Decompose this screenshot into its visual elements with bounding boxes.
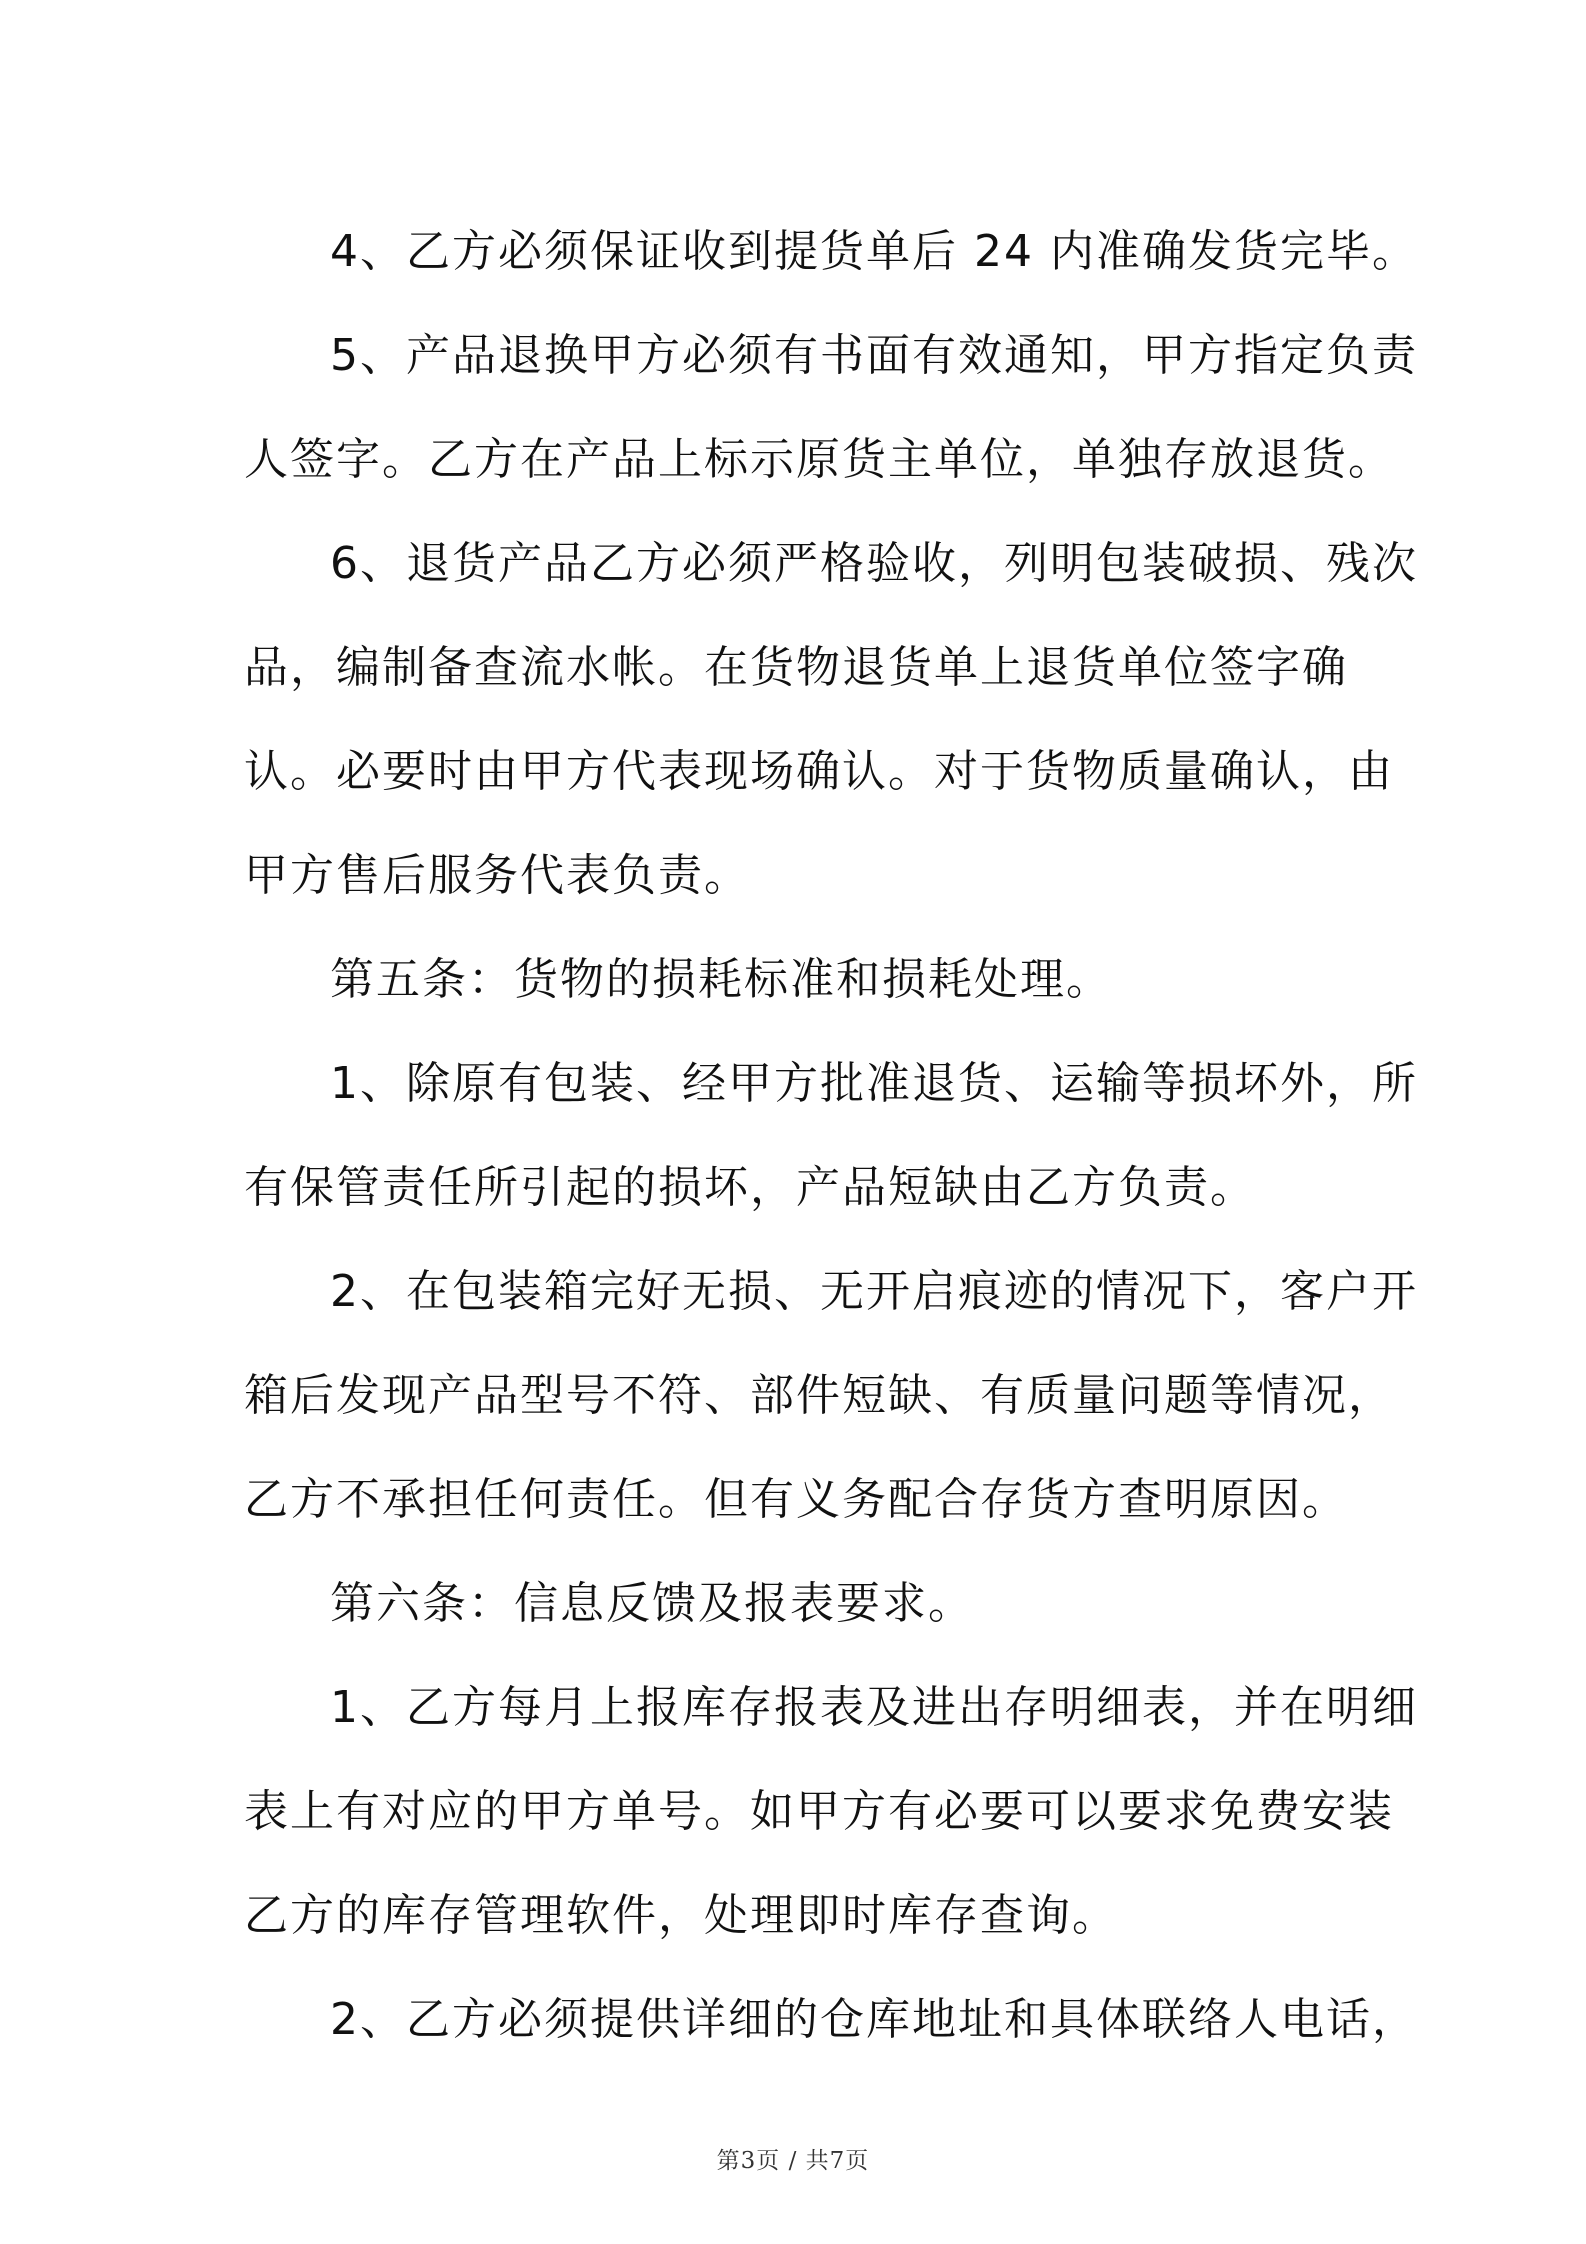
text-line: 1、乙方每月上报库存报表及进出存明细表，并在明细	[330, 1682, 1418, 1733]
text-line: 4、乙方必须保证收到提货单后 24 内准确发货完毕。	[330, 226, 1418, 277]
text-line: 箱后发现产品型号不符、部件短缺、有质量问题等情况，	[244, 1370, 1394, 1421]
text-line: 5、产品退换甲方必须有书面有效通知，甲方指定负责	[330, 330, 1418, 381]
text-line: 有保管责任所引起的损坏，产品短缺由乙方负责。	[244, 1162, 1256, 1213]
text-line: 表上有对应的甲方单号。如甲方有必要可以要求免费安装	[244, 1786, 1394, 1837]
document-body	[244, 200, 1418, 2072]
text-line: 第五条：货物的损耗标准和损耗处理。	[330, 954, 1112, 1005]
text-line: 乙方的库存管理软件，处理即时库存查询。	[244, 1890, 1118, 1941]
text-line: 2、在包装箱完好无损、无开启痕迹的情况下，客户开	[330, 1266, 1418, 1317]
text-line: 品，编制备查流水帐。在货物退货单上退货单位签字确	[244, 642, 1348, 693]
text-line: 第六条：信息反馈及报表要求。	[330, 1578, 974, 1629]
text-line: 1、除原有包装、经甲方批准退货、运输等损坏外，所	[330, 1058, 1418, 1109]
text-line: 人签字。乙方在产品上标示原货主单位，单独存放退货。	[244, 434, 1394, 485]
text-line: 2、乙方必须提供详细的仓库地址和具体联络人电话，	[330, 1994, 1418, 2045]
text-line: 甲方售后服务代表负责。	[244, 850, 750, 901]
text-line: 6、退货产品乙方必须严格验收，列明包装破损、残次	[330, 538, 1418, 589]
text-line: 认。必要时由甲方代表现场确认。对于货物质量确认，由	[244, 746, 1394, 797]
page-number: 第3页 / 共7页	[716, 2148, 870, 2174]
text-line: 乙方不承担任何责任。但有义务配合存货方查明原因。	[244, 1474, 1348, 1525]
